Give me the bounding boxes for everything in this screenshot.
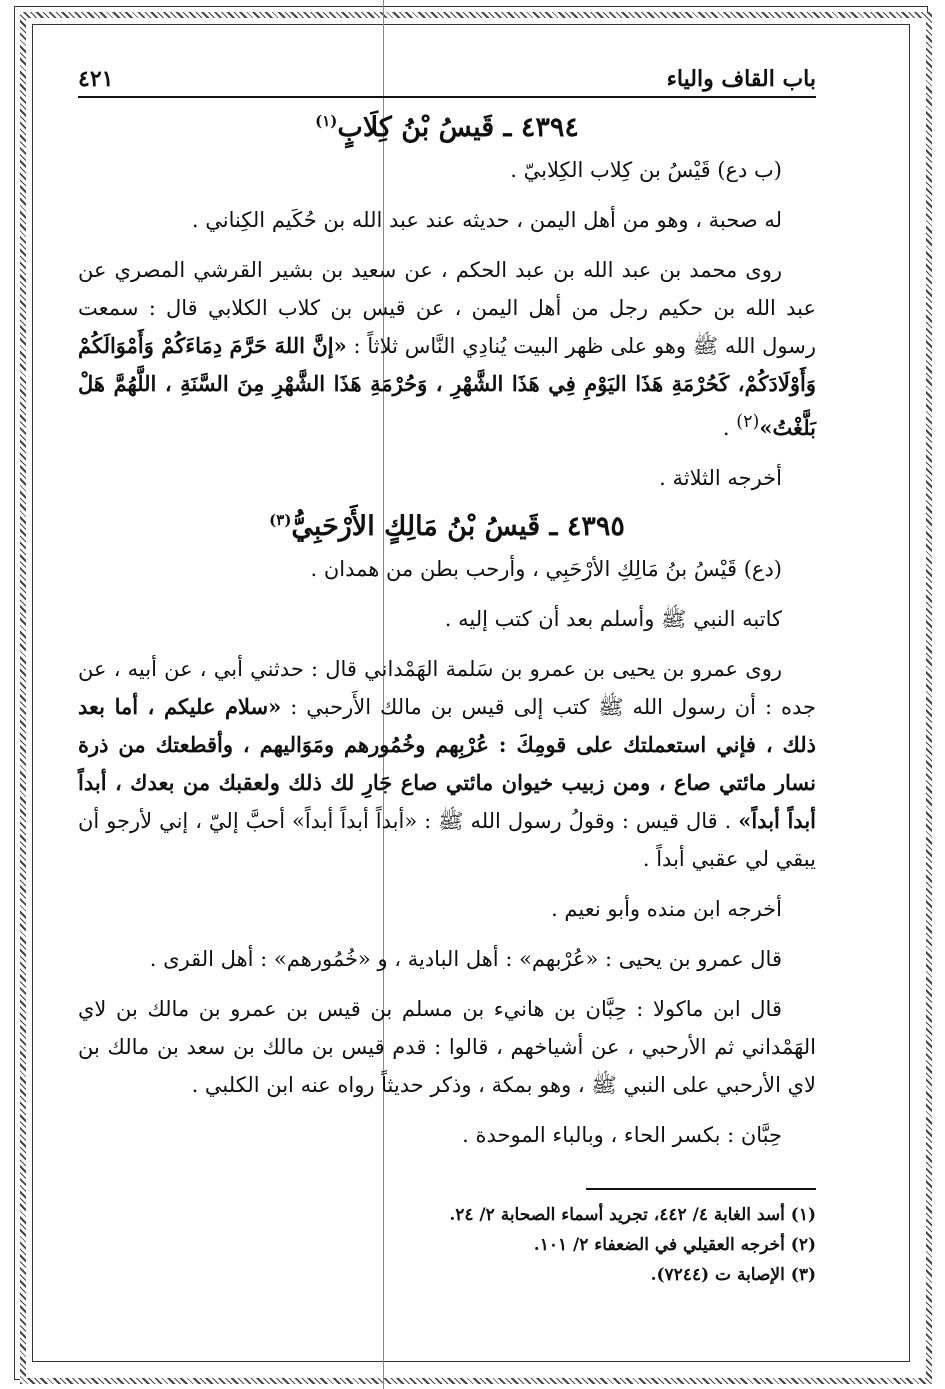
running-title: باب القاف والياء: [666, 66, 816, 92]
entry-title-4394: [78, 112, 816, 143]
entry-paragraph: كاتبه النبي ﷺ وأسلم بعد أن كتب إليه .: [444, 607, 782, 631]
hadith-text: «سلام عليكم ، أما بعد ذلك ، فإني استعملتك على قومِكَ : عُرْبِهم وخُمُورهم ومَوَاليهم ، وأقطعتك من ذرة نسار مائتي صاع ، ومن زبيب خيوان مائتي صاع جَارِ لك ذلك ولعقبك من بعدك ، أبداً أبداً أبداً»: [78, 694, 816, 833]
footnote-ref: (٣): [269, 511, 292, 529]
page-number: ٤٢١: [78, 66, 114, 92]
entry-title-4395: [78, 511, 816, 542]
entry-title-text: ٤٣٩٤ ـ قَيسُ بْنُ كِلَابٍ: [337, 112, 579, 143]
narration-text: روى عمرو بن يحيى بن عمرو بن سَلمة الهَمْداني قال : حدثني أبي ، عن أبيه ، عن جده : أن رسول الله ﷺ كتب إلى قيس بن مالك الأَرحبي :: [78, 657, 816, 719]
running-header: [78, 50, 816, 98]
entry-paragraph: له صحبة ، وهو من أهل اليمن ، حديثه عند عبد الله بن حُكَيم الكِناني .: [191, 208, 782, 232]
footnote: (٣) الإصابة ت (٧٢٤٤).: [650, 1265, 816, 1285]
hadith-text: «إنَّ اللهَ حَرَّمَ دِمَاءَكُمْ وَأَمْوَالَكُمْ وَأَوْلَادَكُمْ، كَحُرْمَةِ هَذَا اليَوْمِ فِي هَذَا الشَّهْرِ ، وَحُرْمَةِ هَذَا الشَّهْرِ مِنَ السَّنَةِ ، اللَّهُمَّ هَلْ بَلَّغْتُ»: [78, 333, 816, 440]
entry-paragraph: (ب دع) قَيْسُ بن كِلاب الكِلابيّ .: [510, 158, 782, 182]
entry-paragraph: حِبَّان : بكسر الحاء ، وبالباء الموحدة .: [462, 1123, 782, 1147]
narration-text: . قال قيس : وقولُ رسول الله ﷺ : «أبداً أبداً أبداً» أحبَّ إليّ ، إني لأرجو أن يبقي لي عقبي أبداً .: [78, 809, 816, 871]
narration-text: روى محمد بن عبد الله بن عبد الحكم ، عن سعيد بن بشير القرشي المصري عن عبد الله بن حكيم رجل من أهل اليمن ، عن قيس بن كلاب الكلابي قال : سمعت رسول الله ﷺ وهو على ظهر البيت يُنادِي النَّاس ثلاثاً :: [78, 258, 816, 358]
entry-title-text: ٤٣٩٥ ـ قَيسُ بْنُ مَالِكٍ الأَرْحَبِيُّ: [291, 511, 625, 542]
footnote: (١) أسد الغابة ٤/ ٤٤٢، تجريد أسماء الصحابة ٢/ ٢٤.: [449, 1205, 816, 1225]
entry-paragraph: أخرجه ابن منده وأبو نعيم .: [551, 897, 782, 921]
footnote-ref: (٢): [736, 412, 760, 432]
entry-paragraph: قال عمرو بن يحيى : «عُرْبهم» : أهل البادية ، و «خُمُورهم» : أهل القرى .: [149, 947, 782, 971]
hadith-paragraph: [78, 650, 816, 878]
footnote-separator: [586, 1188, 816, 1190]
book-page: [78, 50, 816, 1290]
footnote: (٢) أخرجه العقيلي في الضعفاء ٢/ ١٠١.: [533, 1235, 816, 1255]
hadith-paragraph: روى محمد بن عبد الله بن عبد الحكم ، عن سعيد بن بشير القرشي المصري عن عبد الله بن حكيم رجل من أهل اليمن ، عن قيس بن كلاب الكلابي قال : سمعت رسول الله ﷺ وهو على ظهر البيت يُنادِي النَّاس ثلاثاً : «إنَّ اللهَ حَرَّمَ دِمَاءَكُمْ وَأَمْوَالَكُمْ وَأَوْلَادَكُمْ، كَحُرْمَةِ هَذَا اليَوْمِ فِي هَذَا الشَّهْرِ ، وَحُرْمَةِ هَذَا الشَّهْرِ مِنَ السَّنَةِ ، اللَّهُمَّ هَلْ بَلَّغْتُ»$^{(٢)}$ .: [78, 258, 816, 440]
entry-paragraph: قال ابن ماكولا : حِبَّان بن هانيء بن مسلم بن قيس بن عمرو بن مالك بن لاي الهَمْداني ثم الأرحبي ، عن أشياخهم ، قالوا : قدم قيس بن مالك بن سعد بن مالك بن لاي الأرحبي على النبي ﷺ ، وهو بمكة ، وذكر حديثاً رواه عنه ابن الكلبي .: [78, 997, 816, 1097]
entry-paragraph: أخرجه الثلاثة .: [659, 466, 782, 490]
footnote-ref: (١): [315, 112, 338, 130]
entry-paragraph: (دع) قَيْسُ بنُ مَالِكِ الأرْحَبِي ، وأرحب بطن من همدان .: [310, 557, 782, 581]
